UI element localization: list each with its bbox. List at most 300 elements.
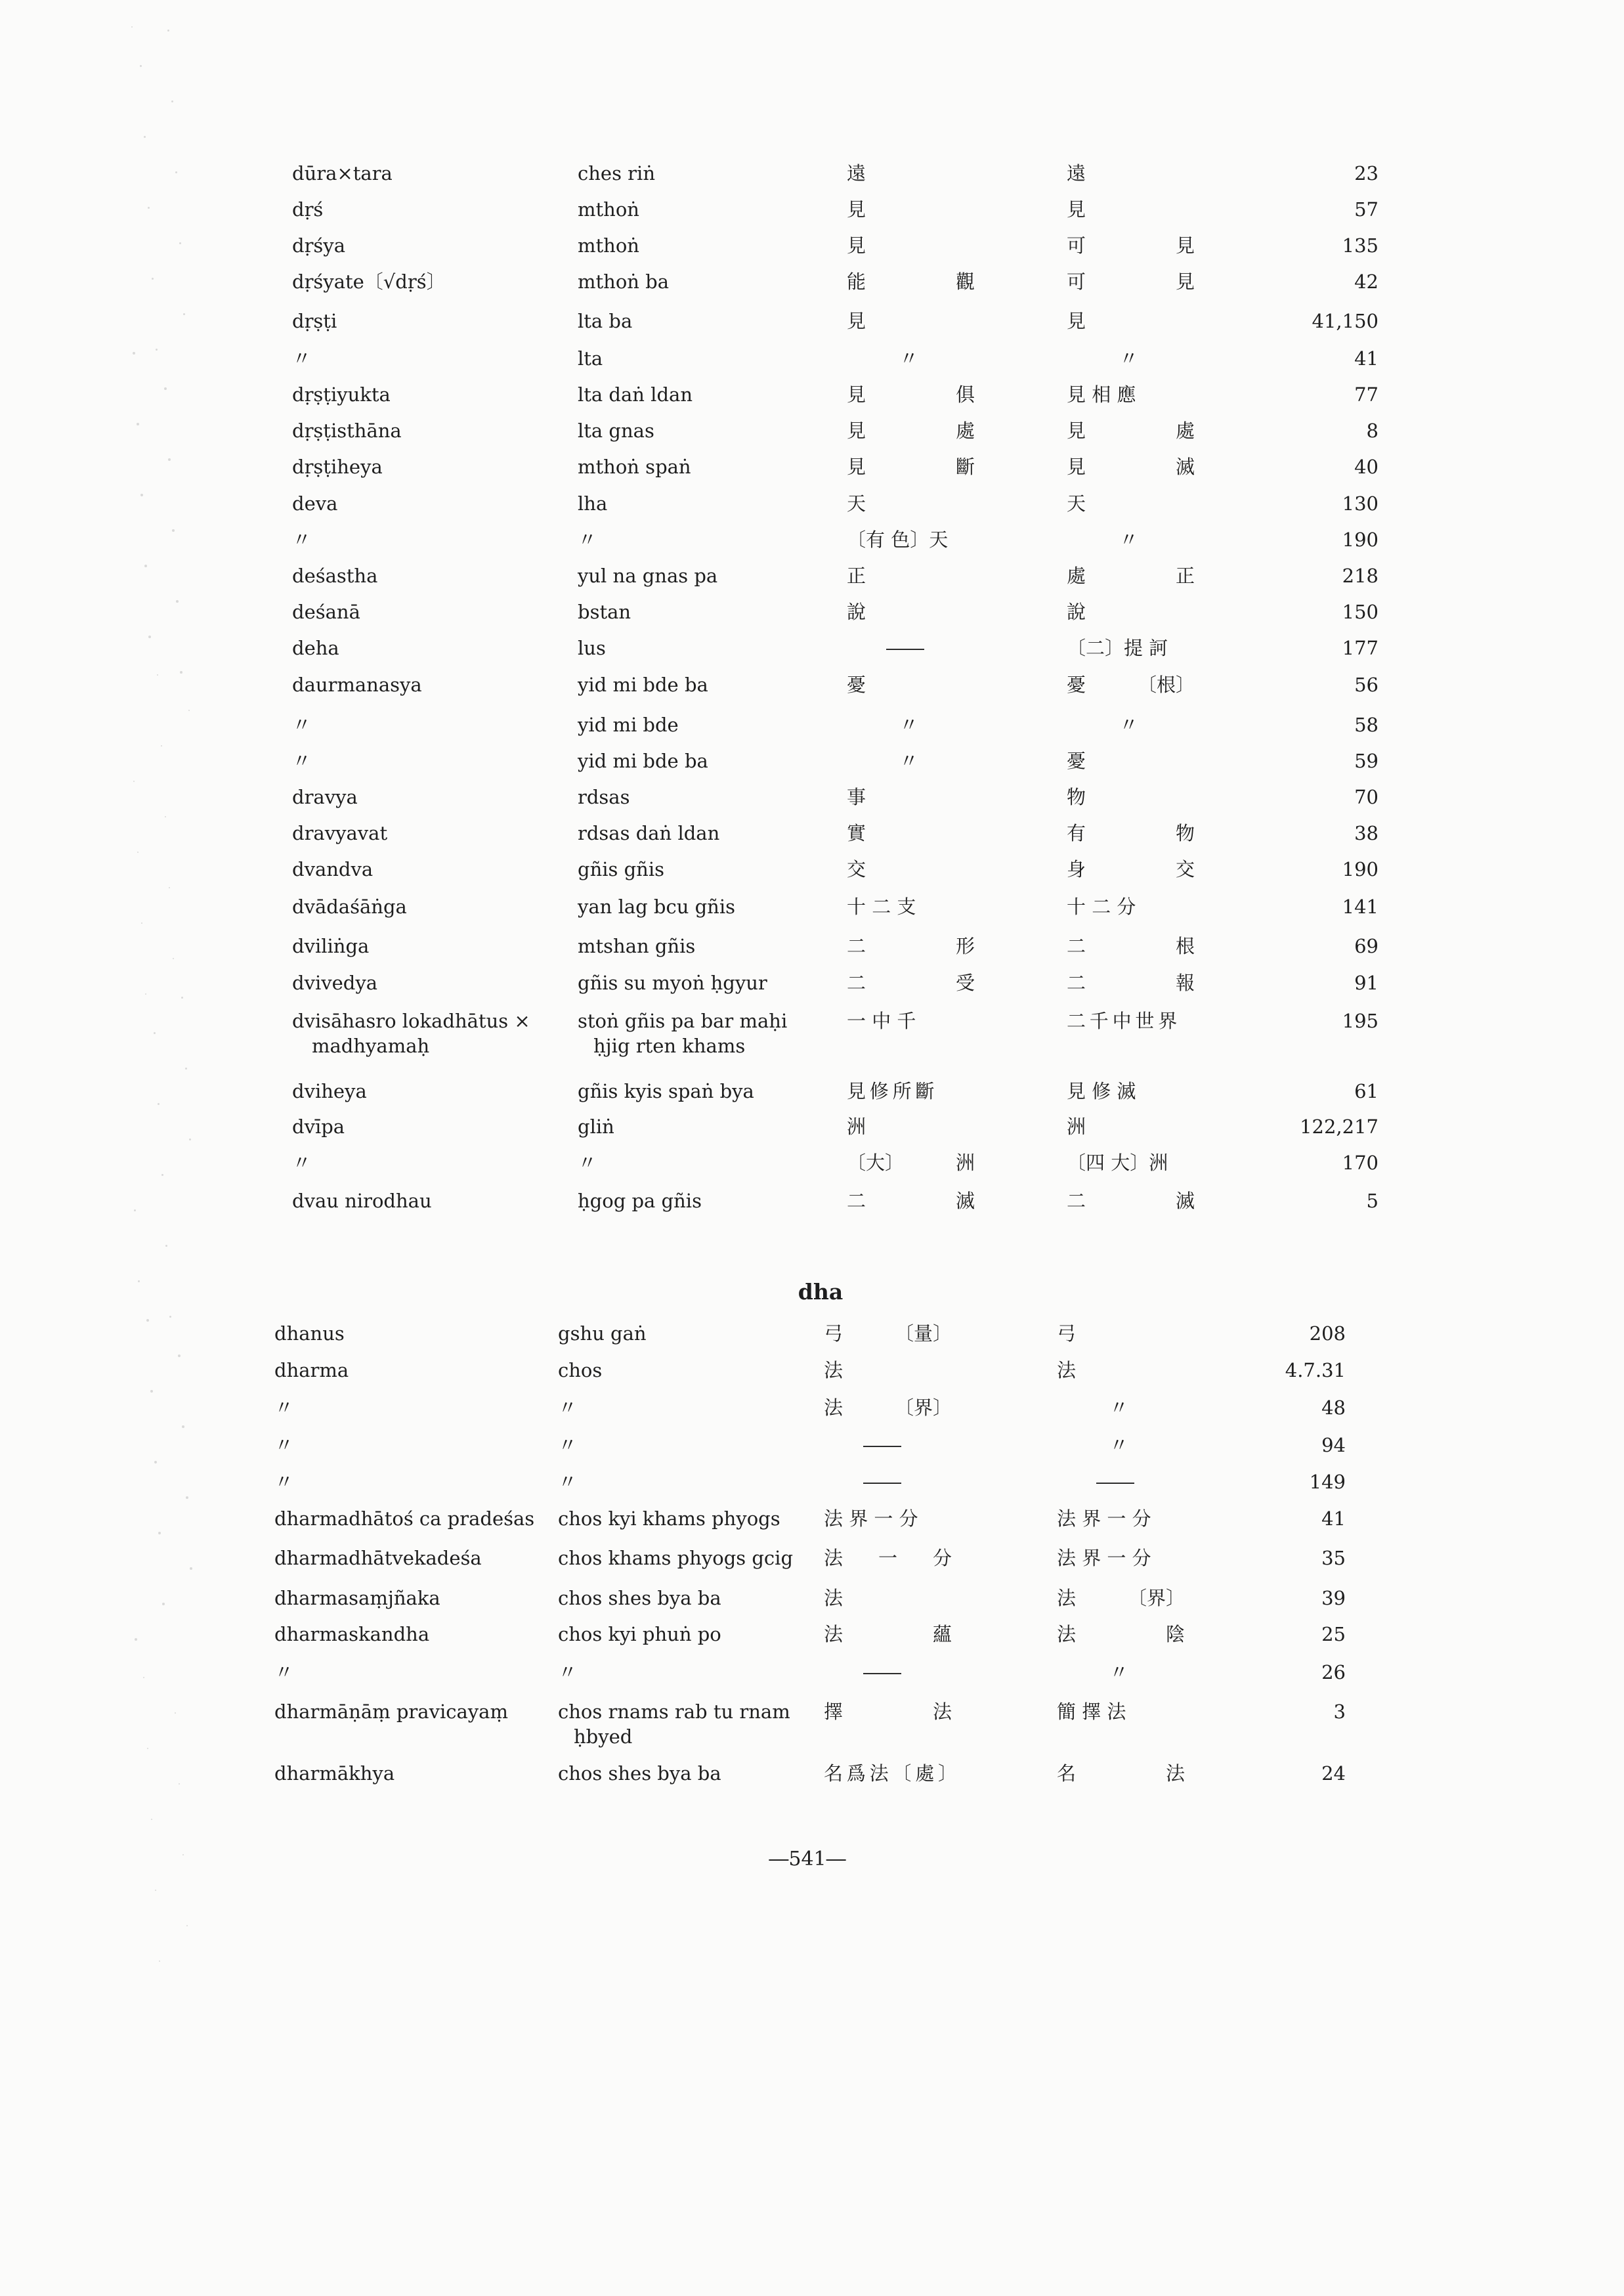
scan-speck — [134, 1209, 136, 1211]
table-row — [0, 1321, 1624, 1358]
sanskrit-term — [292, 1150, 568, 1175]
table-row — [0, 785, 1624, 821]
chinese-translation-2: 見 滅 — [1067, 456, 1195, 478]
sanskrit-term-line: dravya — [292, 786, 358, 808]
reference-number: 42 — [1354, 271, 1378, 293]
chinese-translation-2: 簡 擇 法 — [1057, 1700, 1126, 1723]
sanskrit-term-line: dvivedya — [292, 972, 378, 994]
tibetan-term-line: gñis gñis — [578, 858, 665, 880]
scan-speck — [150, 1390, 153, 1393]
tibetan-term — [578, 269, 840, 294]
sanskrit-term-line: dūra×tara — [292, 162, 393, 184]
sanskrit-term-line: dviliṅga — [292, 935, 370, 957]
sanskrit-term — [274, 1433, 550, 1458]
sanskrit-term-line: dharmaskandha — [274, 1623, 430, 1645]
tibetan-term — [558, 1321, 821, 1346]
scan-speck — [147, 1748, 148, 1749]
table-row — [0, 1433, 1624, 1469]
table-row — [0, 418, 1624, 455]
chinese-translation-2: 憂 — [1067, 750, 1090, 772]
scan-speck — [141, 922, 142, 924]
tibetan-term-line: yid mi bde — [578, 714, 679, 736]
scan-speck — [154, 1461, 157, 1463]
tibetan-term-line: 〃 — [558, 1397, 578, 1419]
tibetan-term — [558, 1699, 821, 1749]
scan-speck — [152, 278, 154, 280]
chinese-translation-1: 法 蘊 — [824, 1623, 952, 1645]
table-row — [0, 712, 1624, 749]
chinese-translation-2: 身 交 — [1067, 858, 1195, 880]
scan-speck — [186, 1925, 188, 1926]
tibetan-term — [578, 970, 840, 995]
reference-number: 122,217 — [1300, 1116, 1378, 1138]
chinese-translation-2: 〃 — [1109, 1397, 1129, 1419]
sanskrit-term-line: 〃 — [292, 347, 312, 370]
tibetan-term-line: yid mi bde ba — [578, 674, 708, 696]
scan-speck — [131, 26, 133, 28]
tibetan-term-line: chos kyi khams phyogs — [558, 1507, 780, 1530]
tibetan-term — [558, 1358, 821, 1383]
table-row — [0, 197, 1624, 234]
chinese-translation-2: 見 修 滅 — [1067, 1080, 1136, 1102]
sanskrit-term — [274, 1622, 550, 1647]
scan-speck — [159, 1960, 160, 1962]
scan-speck — [137, 852, 139, 853]
chinese-translation-1: ―― — [863, 1471, 901, 1493]
tibetan-term-line: chos khams phyogs gcig — [558, 1547, 794, 1569]
reference-number: 208 — [1309, 1322, 1346, 1345]
reference-number: 4.7.31 — [1285, 1359, 1346, 1381]
scan-speck — [188, 710, 190, 711]
reference-number: 150 — [1342, 601, 1378, 623]
sanskrit-term-line: dvandva — [292, 858, 374, 880]
tibetan-term-line: chos shes bya ba — [558, 1587, 721, 1609]
table-row — [0, 1660, 1624, 1697]
table-row — [0, 1114, 1624, 1151]
chinese-translation-1: ―― — [863, 1434, 901, 1456]
table-row — [0, 1506, 1624, 1543]
sanskrit-term — [292, 599, 568, 624]
tibetan-term — [578, 491, 840, 516]
table-row — [0, 527, 1624, 564]
sanskrit-term-line: dharmadhātoś ca pradeśas — [274, 1507, 535, 1530]
scan-speck — [178, 1354, 181, 1357]
tibetan-term — [578, 197, 840, 222]
tibetan-term — [558, 1506, 821, 1531]
tibetan-term-line: mthoṅ — [578, 234, 639, 257]
reference-number: 77 — [1354, 383, 1378, 406]
chinese-translation-2: 〃 — [1119, 347, 1139, 370]
chinese-translation-2: 見 相 應 — [1067, 383, 1136, 406]
scan-speck — [172, 529, 175, 532]
chinese-translation-2: 二 報 — [1067, 972, 1195, 994]
table-row — [0, 1469, 1624, 1506]
scan-speck — [164, 387, 167, 390]
scan-speck — [182, 1425, 184, 1428]
tibetan-term-line: mthoṅ ba — [578, 271, 670, 293]
scan-speck — [162, 1603, 165, 1605]
reference-number: 130 — [1342, 492, 1378, 515]
chinese-translation-1: 弓 〔量〕 — [824, 1322, 952, 1345]
tibetan-term-continuation: ḥjig rten khams — [593, 1035, 746, 1057]
chinese-translation-1: 〔有 色〕天 — [847, 529, 949, 551]
scan-speck — [171, 100, 173, 102]
scan-speck — [148, 636, 151, 638]
tibetan-term — [578, 233, 840, 258]
tibetan-term-line: lta gnas — [578, 420, 654, 442]
reference-number: 91 — [1354, 972, 1378, 994]
reference-number: 135 — [1342, 234, 1378, 257]
scan-speck — [181, 997, 183, 999]
tibetan-term — [578, 418, 840, 443]
chinese-translation-1: 事 — [847, 786, 870, 808]
sanskrit-term — [292, 269, 568, 294]
sanskrit-term-line: dvīpa — [292, 1116, 345, 1138]
scan-speck — [133, 781, 135, 782]
chinese-translation-1: 見 — [847, 198, 870, 221]
table-row — [0, 233, 1624, 270]
chinese-translation-2: 遠 — [1067, 162, 1090, 184]
reference-number: 57 — [1354, 198, 1378, 221]
chinese-translation-1: 名爲法〔處〕 — [824, 1762, 961, 1785]
reference-number: 48 — [1321, 1397, 1346, 1419]
reference-number: 58 — [1354, 714, 1378, 736]
tibetan-term-line: gñis kyis spaṅ bya — [578, 1080, 754, 1102]
table-row — [0, 821, 1624, 857]
reference-number: 190 — [1342, 858, 1378, 880]
sanskrit-term-line: dharma — [274, 1359, 349, 1381]
chinese-translation-1: 法 界 一 分 — [824, 1507, 918, 1530]
tibetan-term — [578, 161, 840, 186]
chinese-translation-2: 〃 — [1119, 529, 1139, 551]
tibetan-term — [558, 1395, 821, 1420]
scan-speck — [169, 887, 170, 888]
tibetan-term-line: ḥgog pa gñis — [578, 1190, 702, 1212]
table-row — [0, 1546, 1624, 1582]
chinese-translation-1: 見 斷 — [847, 456, 975, 478]
chinese-translation-1: ―― — [886, 637, 924, 659]
scan-speck — [179, 1783, 180, 1785]
tibetan-term — [578, 309, 840, 334]
chinese-translation-1: 見 — [847, 234, 870, 257]
sanskrit-term — [292, 1188, 568, 1213]
sanskrit-term — [292, 636, 568, 661]
chinese-translation-1: 〃 — [899, 750, 919, 772]
tibetan-term — [578, 527, 840, 552]
tibetan-term — [578, 712, 840, 737]
scan-speck — [158, 1532, 161, 1534]
table-row — [0, 857, 1624, 894]
sanskrit-term — [292, 491, 568, 516]
reference-number: 24 — [1321, 1762, 1346, 1785]
tibetan-term — [558, 1469, 821, 1494]
tibetan-term-line: rdsas daṅ ldan — [578, 822, 720, 844]
reference-number: 149 — [1309, 1471, 1346, 1493]
sanskrit-term — [292, 197, 568, 222]
reference-number: 41 — [1354, 347, 1378, 370]
table-row — [0, 309, 1624, 345]
chinese-translation-2: 洲 — [1067, 1116, 1090, 1138]
chinese-translation-1: 法 — [824, 1587, 847, 1609]
tibetan-term-line: rdsas — [578, 786, 630, 808]
sanskrit-term-line: dṛṣṭisthāna — [292, 420, 402, 442]
reference-number: 39 — [1321, 1587, 1346, 1609]
sanskrit-term-line: 〃 — [292, 750, 312, 772]
tibetan-term-line: gshu gaṅ — [558, 1322, 647, 1345]
table-row — [0, 1395, 1624, 1432]
reference-number: 61 — [1354, 1080, 1378, 1102]
sanskrit-term — [292, 454, 568, 479]
table-row — [0, 1079, 1624, 1116]
tibetan-term — [578, 346, 840, 371]
sanskrit-term — [292, 346, 568, 371]
tibetan-term — [578, 894, 840, 919]
tibetan-term-line: yid mi bde ba — [578, 750, 708, 772]
chinese-translation-2: 法 界 一 分 — [1057, 1507, 1151, 1530]
table-row — [0, 1008, 1624, 1074]
sanskrit-term — [292, 309, 568, 334]
chinese-translation-2: 名 法 — [1057, 1762, 1185, 1785]
chinese-translation-2: 可 見 — [1067, 234, 1195, 257]
scan-speck — [180, 671, 182, 674]
chinese-translation-2: 〃 — [1119, 714, 1139, 736]
table-row — [0, 269, 1624, 306]
reference-number: 56 — [1354, 674, 1378, 696]
tibetan-term — [578, 636, 840, 661]
chinese-translation-2: 〃 — [1109, 1434, 1129, 1456]
scan-speck — [155, 1890, 156, 1891]
reference-number: 23 — [1354, 162, 1378, 184]
tibetan-term — [578, 785, 840, 810]
scan-speck — [158, 1103, 160, 1105]
sanskrit-term-line: dvādaśāṅga — [292, 896, 407, 918]
table-row — [0, 1586, 1624, 1622]
reference-number: 195 — [1342, 1010, 1378, 1032]
chinese-translation-2: 〔四 大〕洲 — [1067, 1152, 1168, 1174]
tibetan-term — [558, 1546, 821, 1570]
tibetan-term-line: lta — [578, 347, 603, 370]
tibetan-term — [578, 1188, 840, 1213]
chinese-translation-1: 一 中 千 — [847, 1010, 916, 1032]
scan-speck — [190, 1567, 192, 1570]
tibetan-term — [578, 934, 840, 959]
chinese-translation-2: 二千中世界 — [1067, 1010, 1182, 1032]
sanskrit-term-line: 〃 — [292, 714, 312, 736]
chinese-translation-2: 法 〔界〕 — [1057, 1587, 1185, 1609]
scan-speck — [173, 958, 174, 959]
scan-speck — [148, 207, 150, 209]
table-row — [0, 748, 1624, 785]
chinese-translation-2: 法 陰 — [1057, 1623, 1185, 1645]
scan-speck — [175, 1712, 176, 1714]
tibetan-term — [578, 672, 840, 697]
sanskrit-term — [292, 161, 568, 186]
scan-speck — [145, 993, 146, 995]
reference-number: 38 — [1354, 822, 1378, 844]
table-row — [0, 672, 1624, 709]
chinese-translation-2: 二 滅 — [1067, 1190, 1195, 1212]
tibetan-term — [578, 748, 840, 773]
tibetan-term-line: 〃 — [578, 1152, 597, 1174]
scan-speck — [156, 349, 158, 351]
chinese-translation-2: ―― — [1096, 1471, 1134, 1493]
sanskrit-term-line: dṛśyate〔√dṛś〕 — [292, 271, 446, 293]
sanskrit-term-line: dṛṣṭi — [292, 310, 337, 332]
sanskrit-term — [274, 1321, 550, 1346]
chinese-translation-1: 正 — [847, 565, 870, 587]
chinese-translation-2: 〃 — [1109, 1661, 1129, 1683]
sanskrit-term — [292, 894, 568, 919]
sanskrit-term — [274, 1660, 550, 1685]
scan-speck — [165, 816, 166, 817]
sanskrit-term-line: deśanā — [292, 601, 360, 623]
reference-number: 41,150 — [1312, 310, 1378, 332]
sanskrit-term — [274, 1699, 550, 1724]
tibetan-term-line: gliṅ — [578, 1116, 614, 1138]
scan-speck — [165, 1245, 167, 1247]
scan-speck — [186, 1496, 188, 1499]
tibetan-term-line: mtshan gñis — [578, 935, 696, 957]
reference-number: 218 — [1342, 565, 1378, 587]
chinese-translation-1: 憂 — [847, 674, 870, 696]
tibetan-term-line: lha — [578, 492, 608, 515]
reference-number: 5 — [1366, 1190, 1378, 1212]
table-row — [0, 161, 1624, 198]
chinese-translation-1: 二 形 — [847, 935, 975, 957]
chinese-translation-1: 見 處 — [847, 420, 975, 442]
sanskrit-term — [292, 712, 568, 737]
sanskrit-term-line: daurmanasya — [292, 674, 422, 696]
chinese-translation-1: 遠 — [847, 162, 870, 184]
tibetan-term-line: yul na gnas pa — [578, 565, 718, 587]
chinese-translation-1: 〔大〕 洲 — [847, 1152, 975, 1174]
sanskrit-term-line: dharmākhya — [274, 1762, 395, 1785]
tibetan-term — [578, 1079, 840, 1104]
tibetan-term — [578, 1114, 840, 1139]
sanskrit-term — [292, 785, 568, 810]
table-row — [0, 382, 1624, 419]
chinese-translation-1: 法 一 分 — [824, 1547, 952, 1569]
chinese-translation-2: 二 根 — [1067, 935, 1195, 957]
sanskrit-term-line: dharmāṇāṃ pravicayaṃ — [274, 1700, 508, 1723]
sanskrit-term-line: deha — [292, 637, 339, 659]
scan-speck — [143, 1677, 144, 1678]
table-row — [0, 1188, 1624, 1225]
sanskrit-term-line: 〃 — [274, 1661, 294, 1683]
reference-number: 94 — [1321, 1434, 1346, 1456]
reference-number: 70 — [1354, 786, 1378, 808]
scan-speck — [175, 171, 177, 173]
chinese-translation-1: 洲 — [847, 1116, 870, 1138]
reference-number: 26 — [1321, 1661, 1346, 1683]
chinese-translation-2: 弓 — [1057, 1322, 1080, 1345]
table-row — [0, 1699, 1624, 1765]
chinese-translation-1: 〃 — [899, 347, 919, 370]
tibetan-term — [558, 1433, 821, 1458]
scan-speck — [182, 1854, 184, 1855]
table-row — [0, 934, 1624, 970]
tibetan-term-line: mthoṅ spaṅ — [578, 456, 691, 478]
sanskrit-term — [292, 672, 568, 697]
sanskrit-term-line: deśastha — [292, 565, 378, 587]
chinese-translation-1: 〃 — [899, 714, 919, 736]
tibetan-term-line: lta daṅ ldan — [578, 383, 693, 406]
reference-number: 41 — [1321, 1507, 1346, 1530]
reference-number: 69 — [1354, 935, 1378, 957]
sanskrit-term-line: dviheya — [292, 1080, 367, 1102]
scan-speck — [144, 136, 146, 138]
scan-speck — [169, 1316, 171, 1318]
sanskrit-term — [274, 1546, 550, 1570]
tibetan-term — [578, 821, 840, 846]
scan-speck — [137, 423, 139, 425]
sanskrit-term — [292, 418, 568, 443]
sanskrit-term-line: dravyavat — [292, 822, 388, 844]
chinese-translation-1: ―― — [863, 1661, 901, 1683]
sanskrit-term — [292, 748, 568, 773]
chinese-translation-1: 說 — [847, 601, 870, 623]
table-row — [0, 1150, 1624, 1187]
sanskrit-term-line: dhanus — [274, 1322, 345, 1345]
tibetan-term — [558, 1586, 821, 1611]
reference-number: 170 — [1342, 1152, 1378, 1174]
table-row — [0, 599, 1624, 636]
chinese-translation-1: 見 俱 — [847, 383, 975, 406]
tibetan-term-line: lus — [578, 637, 606, 659]
tibetan-term — [578, 1008, 840, 1058]
chinese-translation-2: 說 — [1067, 601, 1090, 623]
tibetan-term — [558, 1660, 821, 1685]
scan-speck — [179, 242, 181, 244]
chinese-translation-2: 見 — [1067, 310, 1090, 332]
reference-number: 8 — [1366, 420, 1378, 442]
scan-speck — [168, 458, 171, 461]
sanskrit-term — [292, 382, 568, 407]
sanskrit-term-line: dharmasaṃjñaka — [274, 1587, 440, 1609]
scan-speck — [157, 674, 158, 676]
chinese-translation-2: 見 — [1067, 198, 1090, 221]
sanskrit-term-line: 〃 — [292, 1152, 312, 1174]
reference-number: 35 — [1321, 1547, 1346, 1569]
reference-number: 3 — [1333, 1700, 1346, 1723]
sanskrit-term-line: 〃 — [274, 1434, 294, 1456]
tibetan-term-line: ches riṅ — [578, 162, 655, 184]
sanskrit-term-line: dṛṣṭiyukta — [292, 383, 391, 406]
scan-speck — [183, 313, 185, 315]
tibetan-term-line: 〃 — [558, 1471, 578, 1493]
tibetan-term-line: chos shes bya ba — [558, 1762, 721, 1785]
reference-number: 25 — [1321, 1623, 1346, 1645]
table-row — [0, 970, 1624, 1007]
chinese-translation-2: 處 正 — [1067, 565, 1195, 587]
reference-number: 190 — [1342, 529, 1378, 551]
sanskrit-term — [292, 857, 568, 882]
sanskrit-term-line: dvisāhasro lokadhātus × — [292, 1010, 530, 1032]
table-row — [0, 1358, 1624, 1395]
reference-number: 59 — [1354, 750, 1378, 772]
chinese-translation-1: 二 受 — [847, 972, 975, 994]
chinese-translation-1: 能 觀 — [847, 271, 975, 293]
chinese-translation-1: 天 — [847, 492, 870, 515]
tibetan-term-line: 〃 — [578, 529, 597, 551]
chinese-translation-1: 十 二 支 — [847, 896, 916, 918]
tibetan-term — [558, 1622, 821, 1647]
chinese-translation-2: 可 見 — [1067, 271, 1195, 293]
scan-speck — [176, 600, 179, 603]
chinese-translation-2: 〔二〕提 訶 — [1067, 637, 1168, 659]
scan-speck — [167, 30, 169, 32]
chinese-translation-2: 法 — [1057, 1359, 1080, 1381]
